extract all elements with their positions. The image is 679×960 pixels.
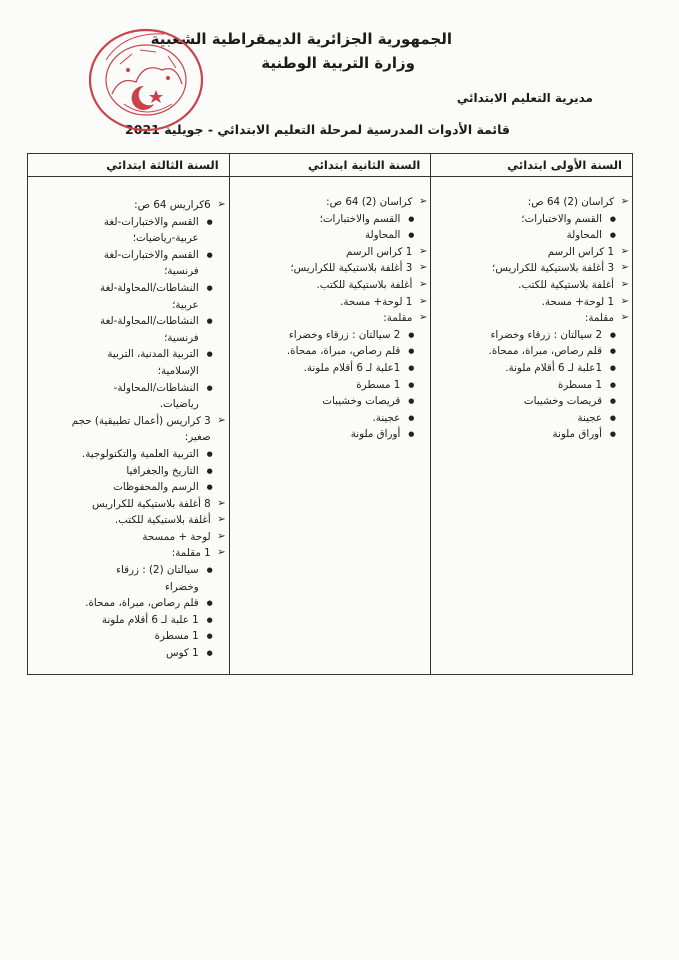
list-item: ● أوراق ملونة <box>230 426 431 443</box>
list-item: ● التربية العلمية والتكنولوجية. <box>28 446 229 463</box>
list-item: ● قلم رصاص، مبراة، ممحاة. <box>28 595 229 612</box>
list-item: ● 1علبة لـ 6 أقلام ملونة. <box>431 360 632 377</box>
list-item: عربية؛ <box>172 298 199 311</box>
list-item: الإسلامية؛ <box>157 364 199 377</box>
directorate-title: مديرية التعليم الابتدائي <box>456 91 593 105</box>
list-item: ➢ 3 أغلفة بلاستيكية للكراريس؛ <box>230 260 431 277</box>
grade-2-list <box>230 177 431 443</box>
list-item: ➢ أغلفة بلاستيكية للكتب. <box>230 277 431 294</box>
list-item: ● قلم رصاص، مبراة، ممحاة. <box>431 343 632 360</box>
official-stamp-icon <box>84 24 208 136</box>
list-item: رياضيات. <box>159 398 199 411</box>
list-item: ➢ مقلمة: <box>230 310 431 327</box>
list-item: وخضراء <box>165 580 199 593</box>
grade-3-list <box>28 177 229 662</box>
list-item: ➢ لوحة + ممسحة <box>28 529 229 546</box>
list-item: ● النشاطات/المحاولة-لغة <box>28 313 229 330</box>
republic-title: الجمهورية الجزائرية الديمقراطية الشعبية <box>150 30 452 48</box>
list-item: فرنسية؛ <box>164 331 199 344</box>
list-item: ● النشاطات/المحاولة-لغة <box>28 280 229 297</box>
list-item: عربية-رياضيات؛ <box>132 232 199 245</box>
header-grade-3: السنة الثالثة ابتدائي <box>28 154 230 177</box>
list-item: ➢ 3 أغلفة بلاستيكية للكراريس؛ <box>431 260 632 277</box>
list-item: ● 2 سيالتان : زرقاء وخضراء <box>431 327 632 344</box>
list-item: ➢ 1 لوحة+ مسحة. <box>431 294 632 311</box>
header-grade-2: السنة الثانية ابتدائي <box>229 154 431 177</box>
list-item: ➢ 8 أغلفة بلاستيكية للكراريس <box>28 496 229 513</box>
list-item: ● القسم والاختبارات؛ <box>431 211 632 228</box>
list-item: ● 1 مسطرة <box>431 377 632 394</box>
list-item: ● القسم والاختبارات-لغة <box>28 214 229 231</box>
list-item: ➢ 3 كراريس (أعمال تطبيقية) حجم <box>28 413 229 430</box>
list-item: ● القسم والاختبارات-لغة <box>28 247 229 264</box>
list-item: ➢ 1 لوحة+ مسحة. <box>230 294 431 311</box>
list-item: ● 1 مسطرة <box>28 628 229 645</box>
list-item: ● الرسم والمحفوظات <box>28 479 229 496</box>
list-item: ● التربية المدنية، التربية <box>28 346 229 363</box>
list-item: ● النشاطات/المحاولة- <box>28 380 229 397</box>
list-item: ● 1 مسطرة <box>230 377 431 394</box>
list-item: ● المحاولة <box>431 227 632 244</box>
document-title: قائمة الأدوات المدرسية لمرحلة التعليم الابتدائي - جويلية 2021 <box>125 122 510 137</box>
list-item: ● عجينة. <box>230 410 431 427</box>
list-item: ● 1علبة لـ 6 أقلام ملونة. <box>230 360 431 377</box>
list-item: ● 1 علبة لـ 6 أقلام ملونة <box>28 612 229 629</box>
list-item: ● قلم رصاص، مبراة، ممحاة. <box>230 343 431 360</box>
list-item: ➢ مقلمة: <box>431 310 632 327</box>
list-item: ● قريصات وخشيبات <box>230 393 431 410</box>
grade-2-cell <box>229 177 431 675</box>
list-item: ● أوراق ملونة <box>431 426 632 443</box>
grade-3-cell <box>28 177 230 675</box>
list-item: ● 2 سيالتان : زرقاء وخضراء <box>230 327 431 344</box>
list-item: ● عجينة <box>431 410 632 427</box>
list-item: ● 1 كوس <box>28 645 229 662</box>
list-item: ➢ 1 مقلمة: <box>28 545 229 562</box>
list-item: ● المحاولة <box>230 227 431 244</box>
list-item: ➢ أغلفة بلاستيكية للكتب. <box>431 277 632 294</box>
list-item: ➢ 6كراريس 64 ص: <box>28 197 229 214</box>
grade-1-list <box>431 177 632 443</box>
list-item: ➢ كراسان (2) 64 ص: <box>230 194 431 211</box>
list-item: ➢ أغلفة بلاستيكية للكتب. <box>28 512 229 529</box>
list-item: ● التاريخ والجغرافيا <box>28 463 229 480</box>
grade-1-cell <box>431 177 633 675</box>
list-item: ➢ 1 كراس الرسم <box>431 244 632 261</box>
supplies-table <box>27 153 633 675</box>
ministry-title: وزارة التربية الوطنية <box>261 54 415 72</box>
list-item: ● قريصات وخشيبات <box>431 393 632 410</box>
list-item: ➢ 1 كراس الرسم <box>230 244 431 261</box>
list-item: ● سيالتان (2) : زرقاء <box>28 562 229 579</box>
header-grade-1: السنة الأولى ابتدائي <box>431 154 633 177</box>
list-item: ➢ كراسان (2) 64 ص: <box>431 194 632 211</box>
list-item: ● القسم والاختبارات؛ <box>230 211 431 228</box>
list-item: صغير: <box>184 431 211 444</box>
list-item: فرنسية؛ <box>164 265 199 278</box>
